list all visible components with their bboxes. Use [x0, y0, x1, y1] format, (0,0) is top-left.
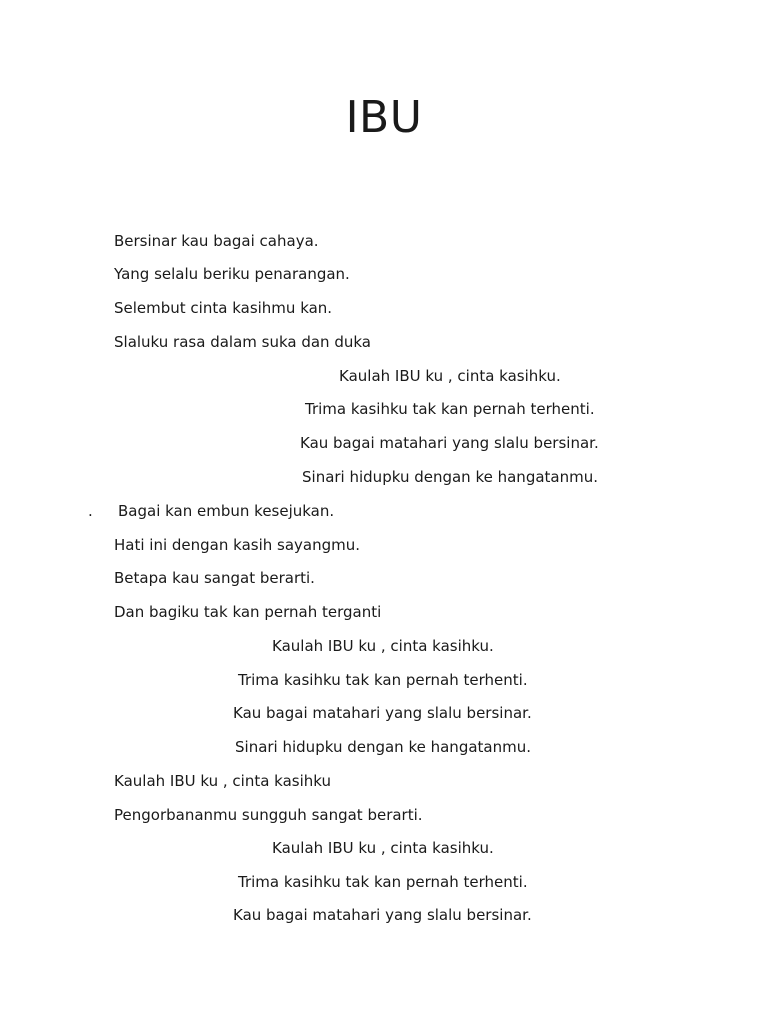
chorus-line: Kaulah IBU ku , cinta kasihku.	[272, 839, 494, 857]
chorus-line: Trima kasihku tak kan pernah terhenti.	[238, 873, 528, 891]
chorus-line: Trima kasihku tak kan pernah terhenti.	[305, 400, 595, 418]
bullet-dot: .	[88, 502, 93, 520]
chorus-line: Trima kasihku tak kan pernah terhenti.	[238, 671, 528, 689]
chorus-line: Kaulah IBU ku , cinta kasihku.	[272, 637, 494, 655]
poem-line: Hati ini dengan kasih sayangmu.	[114, 536, 361, 554]
poem-line: Kaulah IBU ku , cinta kasihku	[114, 772, 332, 790]
chorus-line: Kaulah IBU ku , cinta kasihku.	[339, 367, 561, 385]
poem-line-bulleted	[88, 502, 334, 520]
poem-line: Betapa kau sangat berarti.	[114, 569, 315, 587]
poem-title: IBU	[345, 92, 423, 143]
poem-line: Slaluku rasa dalam suka dan duka	[114, 333, 371, 351]
chorus-line: Kau bagai matahari yang slalu bersinar.	[300, 434, 599, 452]
poem-line: Bersinar kau bagai cahaya.	[114, 232, 319, 250]
chorus-line: Sinari hidupku dengan ke hangatanmu.	[302, 468, 598, 486]
poem-line: Pengorbananmu sungguh sangat berarti.	[114, 806, 423, 824]
chorus-line: Kau bagai matahari yang slalu bersinar.	[233, 906, 532, 924]
chorus-line: Sinari hidupku dengan ke hangatanmu.	[235, 738, 531, 756]
poem-line: Bagai kan embun kesejukan.	[118, 502, 335, 520]
chorus-line: Kau bagai matahari yang slalu bersinar.	[233, 704, 532, 722]
poem-line: Selembut cinta kasihmu kan.	[114, 299, 333, 317]
poem-line: Yang selalu beriku penarangan.	[114, 265, 350, 283]
poem-line: Dan bagiku tak kan pernah terganti	[114, 603, 382, 621]
